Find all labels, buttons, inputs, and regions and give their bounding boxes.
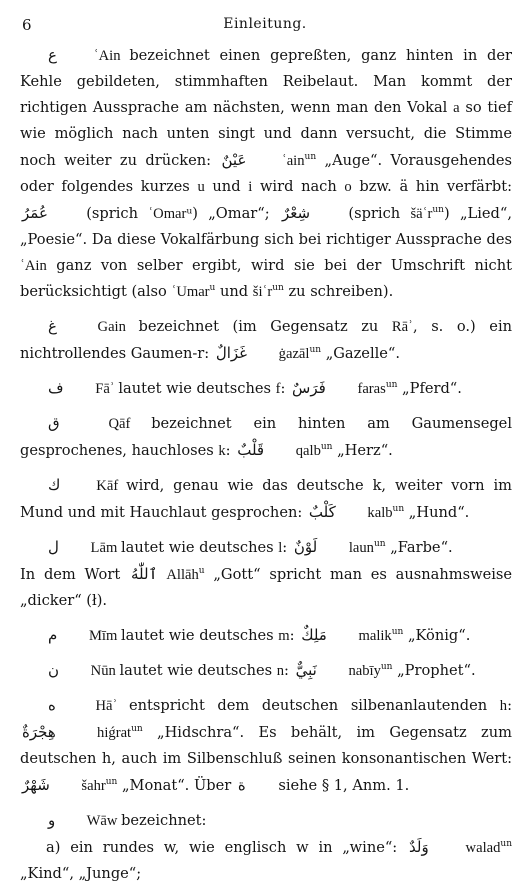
case-ending-superscript: un xyxy=(373,539,386,549)
paragraph xyxy=(20,657,512,684)
arabic-word: و xyxy=(48,811,56,829)
text-run: (sprich xyxy=(338,205,411,222)
text-run: „Prophet“. xyxy=(392,662,476,679)
text-run: a) ein rundes w, wie englisch w in „wine“: xyxy=(46,839,408,856)
transliteration: laun xyxy=(345,540,374,556)
transliteration: i xyxy=(248,179,253,195)
text-run: und xyxy=(204,178,249,195)
transliteration: Nūn xyxy=(87,663,120,679)
transliteration: Allāh xyxy=(159,567,199,583)
text-run: „Monat“. Über xyxy=(117,777,236,794)
text-run: : xyxy=(289,627,300,644)
transliteration: ʿain xyxy=(274,153,305,169)
running-head: Einleitung. xyxy=(223,16,307,32)
paragraph xyxy=(20,472,512,526)
transliteration: walad xyxy=(456,840,501,856)
arabic-word: ق xyxy=(48,414,60,432)
text-run: (sprich xyxy=(75,205,149,222)
transliteration: a xyxy=(453,100,460,116)
text-run: lautet wie deutsches xyxy=(119,662,277,679)
arabic-word: مَلِكٌ xyxy=(301,626,327,644)
text-run: wird, genau wie das deutsche k, weiter vorn im Mund und mit Hauchlaut gesprochen: xyxy=(20,477,512,521)
body-text xyxy=(20,42,512,887)
arabic-word: ف xyxy=(48,379,64,397)
transliteration: šäʿr xyxy=(410,206,433,222)
transliteration: l xyxy=(278,540,283,556)
arabic-word: هِجْرَةٌ xyxy=(22,723,56,741)
transliteration: h xyxy=(499,698,508,714)
arabic-word: ة xyxy=(237,776,246,794)
text-run: ganz von selber ergibt, wird sie bei der Umschrift nicht berücksichtigt (also xyxy=(20,257,512,300)
case-ending-superscript: un xyxy=(309,345,322,355)
text-run: : xyxy=(282,539,292,556)
case-ending-superscript: u xyxy=(198,566,205,576)
case-ending-superscript: un xyxy=(500,839,512,849)
text-run: „Herz“. xyxy=(332,442,393,459)
text-run: entspricht dem deutschen silbenanlautenden xyxy=(129,697,500,714)
arabic-word: ع xyxy=(48,46,57,64)
case-ending-superscript: un xyxy=(392,504,405,514)
transliteration: Lām xyxy=(86,540,121,556)
transliteration: u xyxy=(197,179,205,195)
case-ending-superscript: u xyxy=(209,283,216,293)
transliteration: Fāʾ xyxy=(91,381,119,397)
text-run: „Hidschra“. Es behält, im Gegensatz zum deutschen h, auch im Silbenschluß seinen konsonantischen Wert: xyxy=(20,724,512,767)
text-run: „Pferd“. xyxy=(397,380,462,397)
paragraph xyxy=(20,622,512,649)
text-run: so tief wie möglich nach unten singt und dann versucht, die Stimme noch weiter zu drücken: xyxy=(20,99,512,169)
transliteration: f xyxy=(275,381,281,397)
text-run: „Hund“. xyxy=(404,504,470,521)
transliteration: Mīm xyxy=(85,628,121,644)
arabic-word: م xyxy=(48,626,58,644)
transliteration: qalb xyxy=(292,443,321,459)
case-ending-superscript: un xyxy=(380,662,393,672)
case-ending-superscript: un xyxy=(304,152,317,162)
transliteration: o xyxy=(344,179,352,195)
text-run: und xyxy=(215,283,253,300)
transliteration: Hāʾ xyxy=(83,698,129,714)
text-run: ᵘ) „Omar“; xyxy=(186,205,280,222)
arabic-word: غَزَالٌ xyxy=(215,344,248,362)
transliteration: šiʿr xyxy=(252,284,273,300)
arabic-word: وَلَدٌ xyxy=(409,838,429,856)
transliteration: Wāw xyxy=(83,813,122,829)
text-run: lautet wie deutsches xyxy=(120,627,279,644)
case-ending-superscript: un xyxy=(105,777,118,787)
paragraph xyxy=(20,410,512,464)
case-ending-superscript: un xyxy=(432,205,444,215)
text-run: zu schreiben). xyxy=(283,283,394,300)
text-run: lautet wie deutsches xyxy=(120,539,279,556)
case-ending-superscript: un xyxy=(385,380,398,390)
text-run: In dem Wort xyxy=(20,566,129,583)
arabic-word: لَوْنٌ xyxy=(293,538,318,556)
text-run: „Farbe“. xyxy=(385,539,453,556)
text-run: bezeichnet einen gepreßten, ganz hinten in der Kehle gebildeten, stimmhaften Reibelaut. Man kommt der richtigen Aussprache am nächsten, wenn man den Vokal xyxy=(20,47,512,116)
transliteration: malik xyxy=(354,628,392,644)
text-run: : xyxy=(284,662,294,679)
paragraph xyxy=(20,42,512,305)
paragraph xyxy=(20,561,512,614)
text-run: siehe § 1, Anm. 1. xyxy=(273,777,410,794)
arabic-word: كَلْبٌ xyxy=(308,503,336,521)
case-ending-superscript: un xyxy=(320,442,333,452)
paragraph xyxy=(20,834,512,887)
transliteration: nabīy xyxy=(344,663,381,679)
transliteration: ʿAin xyxy=(20,258,47,274)
arabic-word: ك xyxy=(48,476,61,494)
transliteration: ġazāl xyxy=(275,346,310,362)
text-run: bezeichnet ein hinten am Gaumensegel gesprochenes, hauchloses xyxy=(20,415,512,459)
text-run: ) „Lied“, „Poesie“. Da diese Vokalfärbung sich bei richtiger Aussprache des xyxy=(20,205,512,248)
arabic-word: عُمَرُ xyxy=(22,204,48,222)
transliteration: Kāf xyxy=(88,478,127,494)
arabic-word: قَلْبٌ xyxy=(237,441,265,459)
transliteration: ʿOmar xyxy=(148,206,187,222)
text-run: „König“. xyxy=(403,627,471,644)
case-ending-superscript: un xyxy=(272,283,284,293)
text-run: bezeichnet (im Gegensatz zu xyxy=(138,318,392,335)
arabic-word: فَرَسٌ xyxy=(292,379,326,397)
case-ending-superscript: un xyxy=(131,724,143,734)
transliteration: Gain xyxy=(84,319,139,335)
arabic-word: ه xyxy=(48,696,56,714)
arabic-word: ن xyxy=(48,661,60,679)
transliteration: kalb xyxy=(363,505,393,521)
paragraph xyxy=(20,534,512,561)
page-number: 6 xyxy=(22,16,32,34)
text-run: lautet wie deutsches xyxy=(118,380,276,397)
arabic-word: ٱللّٰهُ xyxy=(130,565,158,583)
transliteration: ʿUmar xyxy=(171,284,210,300)
text-run: : xyxy=(225,442,236,459)
transliteration: ʿAin xyxy=(84,48,130,64)
arabic-word: ل xyxy=(48,538,59,556)
transliteration: faras xyxy=(353,381,386,397)
transliteration: šahr xyxy=(77,778,106,794)
paragraph xyxy=(20,313,512,367)
paragraph xyxy=(20,692,512,799)
text-run: „Gott“ spricht man es ausnahmsweise „dicker“ (ł). xyxy=(20,566,513,609)
text-run: : xyxy=(507,697,512,714)
paragraph xyxy=(20,807,512,834)
arabic-word: غ xyxy=(48,317,57,335)
text-run: : xyxy=(280,380,291,397)
text-run: „Kind“, „Junge“; xyxy=(20,865,142,882)
text-run: wird nach xyxy=(252,178,345,195)
paragraph xyxy=(20,375,512,402)
text-run: bzw. ä hin verfärbt: xyxy=(351,178,512,195)
text-run: „Auge“. Vorausgehendes oder folgendes kurzes xyxy=(20,152,512,195)
transliteration: Qāf xyxy=(87,416,152,432)
arabic-word: شِعْرٌ xyxy=(281,204,311,222)
arabic-word: شَهْرٌ xyxy=(22,776,50,794)
arabic-word: نَبِيٌّ xyxy=(295,661,317,679)
transliteration: n xyxy=(276,663,285,679)
text-run: , s. o.) ein nichtrollendes Gaumen-r: xyxy=(20,318,513,362)
transliteration: m xyxy=(278,628,290,644)
transliteration: k xyxy=(218,443,226,459)
text-run: bezeichnet: xyxy=(121,812,207,829)
text-run: „Gazelle“. xyxy=(321,345,401,362)
case-ending-superscript: un xyxy=(391,627,404,637)
arabic-word: عَيْنٌ xyxy=(221,151,247,169)
transliteration: Rāʾ xyxy=(391,319,413,335)
transliteration: hiǵrat xyxy=(83,725,132,741)
